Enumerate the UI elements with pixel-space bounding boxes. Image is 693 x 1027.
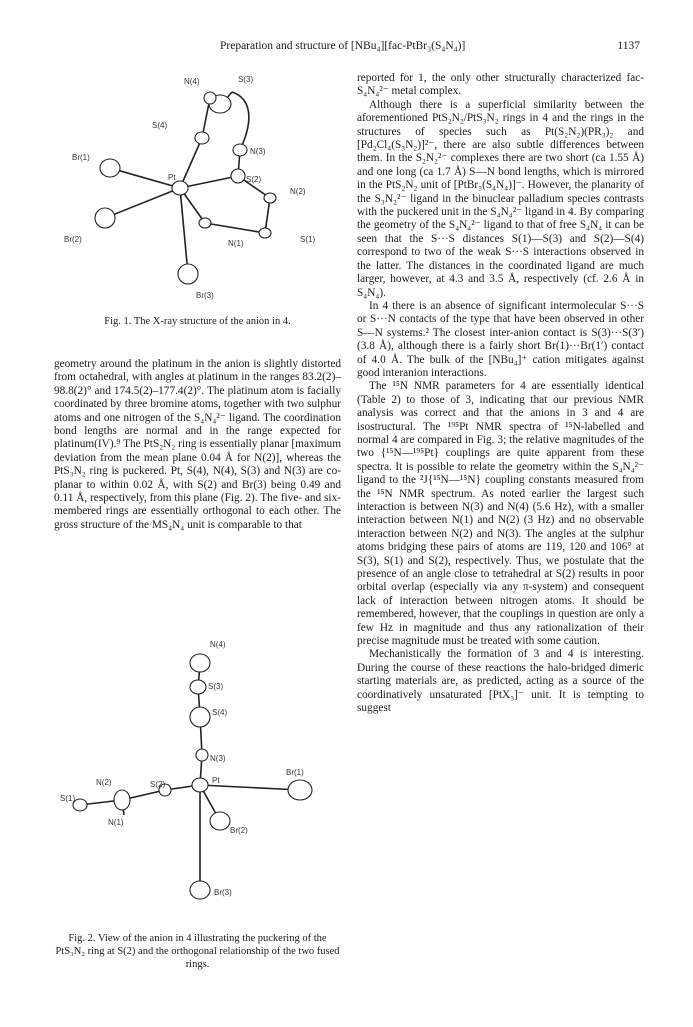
fig1-label-s3: S(3) — [238, 75, 254, 84]
fig2-label-s3: S(3) — [208, 682, 224, 691]
running-title: Preparation and structure of [NBu₄][fac-PtBr₃(S₄N₄)] — [220, 40, 466, 52]
fig2-label-s1: S(1) — [60, 794, 76, 803]
fig1-label-s2: S(2) — [246, 175, 262, 184]
figure-1-structure — [60, 68, 340, 308]
fig1-label-n2: N(2) — [290, 187, 306, 196]
fig1-label-br1: Br(1) — [72, 153, 90, 162]
left-column-text — [54, 358, 341, 532]
fig2-label-n3: N(3) — [210, 754, 226, 763]
right-paragraph-3: In 4 there is an absence of significant intermolecular S···S or S···N contacts of the type that have been observed in other S—N systems.² The closest inter-anion contact is S(3)···S(3′) (3.8 Å), although there is a fairly short Br(1)···Br(1′) contact of 4.0 Å. The bulk of the [NBu₄]⁺ cation mitigates against good interanion interactions. — [357, 299, 644, 379]
left-paragraph-1: geometry around the platinum in the anion is slightly distorted from octahedral, with angles at platinum in the ranges 83.2(2)–98.8(2)° and 174.5(2)–177.4(2)°. The platinum atom is facially coordinated by three bromine atoms, together with two sulphur atoms and one nitrogen of the S₄N₄²⁻ ligand. The coordination bond lengths are normal and in the range expected for platinum(IV).⁹ The PtS₂N₂ ring is essentially planar [maximum deviation from the mean plane 0.04 Å for N(2)], whereas the PtS₃N₂ ring is puckered. Pt, S(4), N(4), S(3) and N(3) are co-planar to within 0.02 Å, with S(2) and Br(3) being 0.49 and 0.11 Å, respectively, from this plane (Fig. 2). The five- and six-membered rings are essentially orthogonal to each other. The gross structure of the MS₄N₄ unit is comparable to that — [54, 358, 341, 531]
fig1-label-s1: S(1) — [300, 235, 316, 244]
page-number: 1137 — [617, 40, 640, 52]
figure-2-caption: Fig. 2. View of the anion in 4 illustrating the puckering of the PtS₃N₂ ring at S(2) and the orthogonal relationship of the two fused rings. — [55, 933, 340, 970]
right-column-text — [357, 72, 644, 716]
fig1-label-n4: N(4) — [184, 77, 200, 86]
fig1-label-s4: S(4) — [152, 121, 168, 130]
fig2-label-s4: S(4) — [212, 708, 228, 717]
fig2-label-s2: S(2) — [150, 780, 166, 789]
figure-1-caption: Fig. 1. The X-ray structure of the anion in 4. — [104, 316, 291, 327]
figure-2-structure — [60, 625, 340, 905]
right-paragraph-5: Mechanistically the formation of 3 and 4 is interesting. During the course of these reactions the halo-bridged dimeric starting materials are, as predicted, acting as a source of the coordinatively unsaturated [PtX₃]⁻ unit. It is tempting to suggest — [357, 648, 644, 715]
fig2-label-br2: Br(2) — [230, 826, 248, 835]
fig2-label-n1: N(1) — [108, 818, 124, 827]
fig1-label-n1: N(1) — [228, 239, 244, 248]
fig1-label-pt: Pt — [168, 173, 176, 182]
fig1-label-br3: Br(3) — [196, 291, 214, 300]
fig1-label-br2: Br(2) — [64, 235, 82, 244]
fig1-label-n3: N(3) — [250, 147, 266, 156]
right-paragraph-1: reported for 1, the only other structurally characterized fac-S₄N₄²⁻ metal complex. — [357, 72, 644, 98]
fig2-label-n2: N(2) — [96, 778, 112, 787]
fig2-label-n4: N(4) — [210, 640, 226, 649]
right-paragraph-4: The ¹⁵N NMR parameters for 4 are essentially identical (Table 2) to those of 3, indicating that our previous NMR analysis was correct and that the anions in 3 and 4 are isostructural. The ¹⁹⁵Pt NMR spectra of ¹⁵N-labelled and normal 4 are compared in Fig. 3; the relative magnitudes of the two {¹⁵N—¹⁹⁵Pt} couplings are quite apparent from these spectra. It is possible to relate the geometry within the S₄N₄²⁻ ligand to the ²J{¹⁵N—¹⁵N} coupling constants measured from the ¹⁵N NMR spectrum. As noted earlier the largest such interaction is between N(3) and N(4) (5.6 Hz), with a smaller interaction between N(1) and N(2) (3 Hz) and no observable interaction between N(2) and N(3). The angles at the sulphur atoms bridging these pairs of atoms are 119, 120 and 106° at S(3), S(1) and S(2), respectively. Thus, we postulate that the presence of an angle close to tetrahedral at S(2) results in poor orbital overlap (especially via any π-system) and consequent lack of interaction between nitrogen atoms. It should be remembered, however, that the couplings in question are only a few Hz in magnitude and thus any rationalization of their precise magnitude must be treated with some caution. — [357, 380, 644, 648]
fig2-label-br1: Br(1) — [286, 768, 304, 777]
right-paragraph-2: Although there is a superficial similarity between the aforementioned PtS₂N₂/PtS₃N₂ rings in 4 and the rings in the structures of species such as Pt(S₂N₂)(PR₃)₂ and [Pd₂Cl₄(S₃N₂)]²⁻, there are also subtle differences between them. In the S₂N₂²⁻ complexes there are two short (ca 1.55 Å) and one long (ca 1.7 Å) S—N bond lengths, which is mirrored in the PtS₂N₂ unit of [PtBr₃(S₄N₄)]⁻. However, the planarity of the S₃N₂²⁻ ligand in the binuclear palladium species contrasts with the puckered unit in the S₄N₄²⁻ ligand in 4. By comparing the geometry of the S₄N₄²⁻ ligand to that of free S₄N₄ it can be seen that the S···S distances S(1)—S(3) and S(2)—S(4) correspond to two of the weak S···S interactions observed in the latter. The distances in the coordinated ligand are much larger, however, at 4.3 and 3.5 Å, respectively (cf. 2.6 Å in S₄N₄). — [357, 98, 644, 299]
fig2-label-pt: Pt — [212, 776, 220, 785]
fig2-label-br3: Br(3) — [214, 888, 232, 897]
